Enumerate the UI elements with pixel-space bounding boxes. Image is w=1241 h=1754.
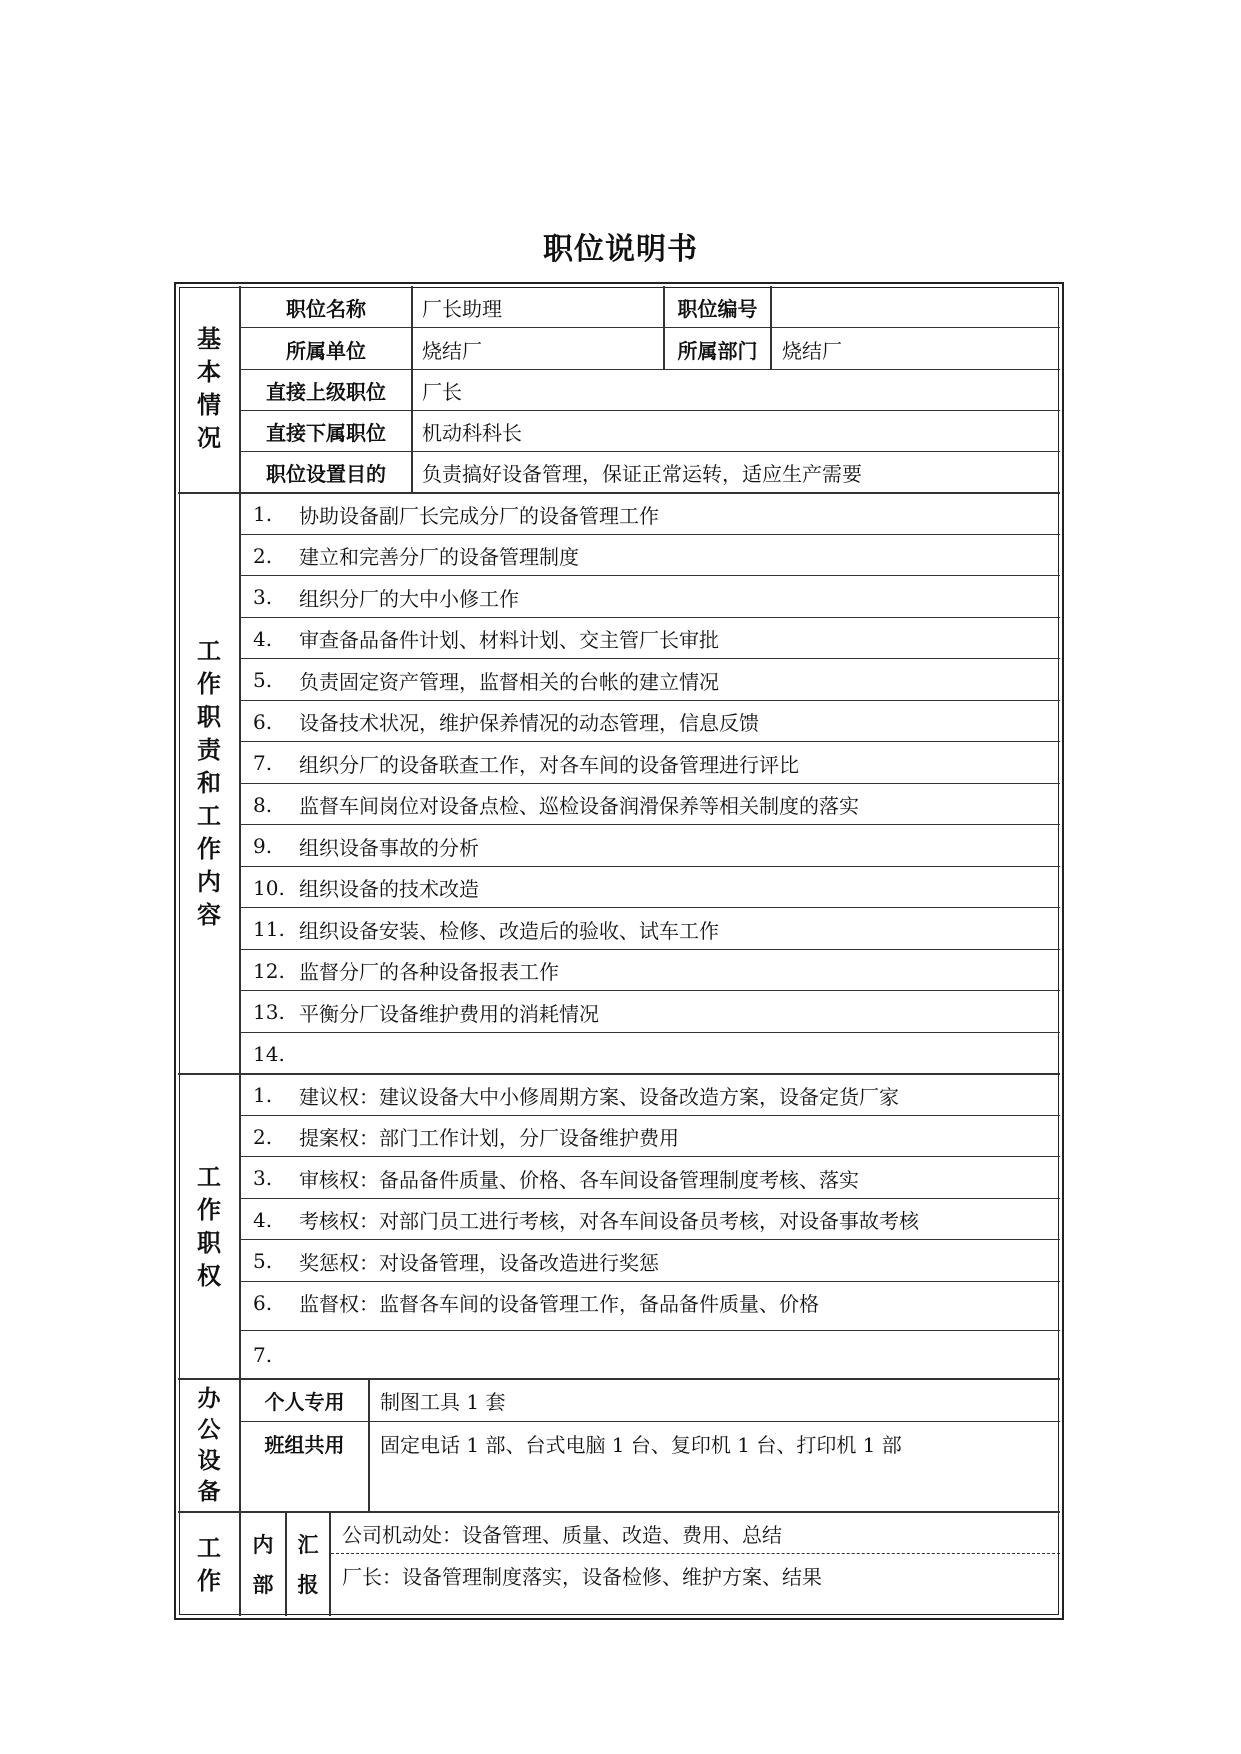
duty-item: 14. (253, 1041, 285, 1066)
duty-item: 3. 组织分厂的大中小修工作 (253, 585, 519, 611)
authority-item: 4. 考核权：对部门员工进行考核，对各车间设备员考核，对设备事故考核 (253, 1207, 919, 1233)
duty-item: 6. 设备技术状况，维护保养情况的动态管理，信息反馈 (253, 709, 759, 735)
subordinate-label: 直接下属职位 (266, 421, 386, 445)
section-authority: 工 作 职 权 (197, 1162, 221, 1290)
position-name-label: 职位名称 (286, 297, 366, 321)
document-title: 职位说明书 (543, 232, 698, 267)
department-value: 烧结厂 (782, 338, 842, 363)
authority-item: 5. 奖惩权：对设备管理，设备改造进行奖惩 (253, 1249, 659, 1275)
section-office-equipment: 办 公 设 备 (197, 1385, 221, 1505)
section-basic-info: 基 本 情 况 (197, 325, 221, 452)
purpose-label: 职位设置目的 (266, 462, 386, 486)
duty-item: 2. 建立和完善分厂的设备管理制度 (253, 543, 579, 569)
duty-item: 13. 平衡分厂设备维护费用的消耗情况 (253, 1000, 599, 1026)
personal-equipment-label: 个人专用 (264, 1390, 345, 1414)
duty-item: 10. 组织设备的技术改造 (253, 875, 479, 901)
duty-item: 8. 监督车间岗位对设备点检、巡检设备润滑保养等相关制度的落实 (253, 792, 859, 818)
purpose-value: 负责搞好设备管理，保证正常运转，适应生产需要 (422, 462, 862, 486)
subordinate-value: 机动科科长 (422, 421, 522, 445)
unit-label: 所属单位 (286, 338, 366, 363)
authority-item: 2. 提案权：部门工作计划，分厂设备维护费用 (253, 1124, 679, 1150)
authority-item: 3. 审核权：备品备件质量、价格、各车间设备管理制度考核、落实 (253, 1166, 859, 1192)
department-label: 所属部门 (677, 338, 758, 363)
authority-item: 6. 监督权：监督各车间的设备管理工作，备品备件质量、价格 (253, 1290, 819, 1316)
superior-value: 厂长 (422, 380, 462, 404)
duty-item: 12. 监督分厂的各种设备报表工作 (253, 958, 559, 984)
shared-equipment-value: 固定电话 1 部、台式电脑 1 台、复印机 1 台、打印机 1 部 (380, 1432, 902, 1457)
duty-item: 4. 审查备品备件计划、材料计划、交主管厂长审批 (253, 626, 719, 652)
authority-item: 1. 建议权：建议设备大中小修周期方案、设备改造方案，设备定货厂家 (253, 1083, 899, 1109)
superior-label: 直接上级职位 (266, 380, 386, 404)
duty-item: 11. 组织设备安装、检修、改造后的验收、试车工作 (253, 917, 719, 943)
section-work-relations: 工 作 (197, 1533, 221, 1595)
position-name-value: 厂长助理 (422, 297, 502, 321)
report-label: 汇 报 (297, 1532, 319, 1597)
personal-equipment-value: 制图工具 1 套 (380, 1390, 506, 1414)
duty-item: 7. 组织分厂的设备联查工作，对各车间的设备管理进行评比 (253, 751, 799, 777)
relation-item: 厂长：设备管理制度落实，设备检修、维护方案、结果 (342, 1564, 822, 1589)
duty-item: 1. 协助设备副厂长完成分厂的设备管理工作 (253, 502, 659, 528)
unit-value: 烧结厂 (422, 338, 482, 363)
relation-item: 公司机动处：设备管理、质量、改造、费用、总结 (342, 1522, 782, 1547)
authority-item: 7. (253, 1343, 273, 1367)
section-duties: 工 作 职 责 和 工 作 内 容 (197, 637, 221, 929)
duty-item: 5. 负责固定资产管理，监督相关的台帐的建立情况 (253, 668, 719, 694)
position-code-label: 职位编号 (677, 297, 758, 321)
internal-label: 内 部 (252, 1532, 274, 1597)
shared-equipment-label: 班组共用 (264, 1432, 345, 1457)
duty-item: 9. 组织设备事故的分析 (253, 834, 479, 860)
